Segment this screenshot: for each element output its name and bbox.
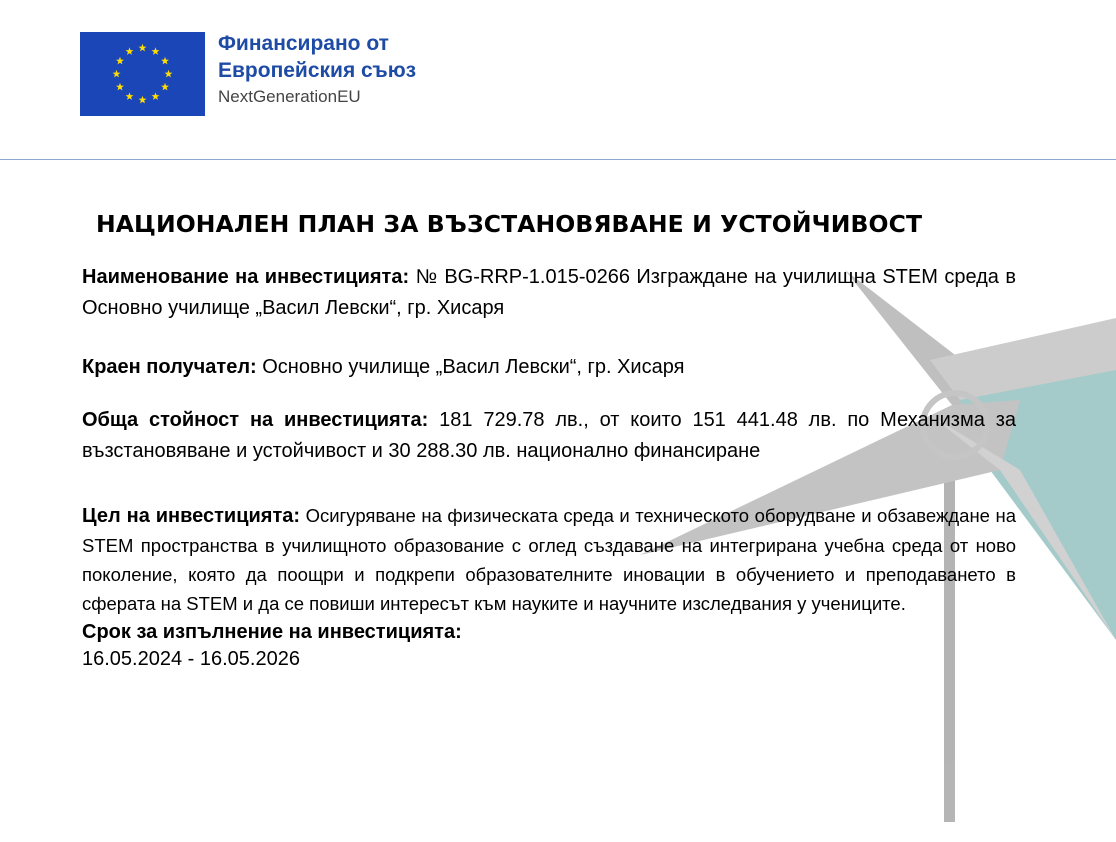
investment-goal	[82, 501, 1016, 618]
recipient-label: Краен получател:	[82, 356, 257, 378]
investment-name-label: Наименование на инвестицията:	[82, 266, 410, 288]
program-name: NextGenerationEU	[218, 87, 361, 106]
final-recipient	[82, 352, 1016, 383]
funding-line-2: Европейския съюз	[218, 59, 417, 82]
page-title: НАЦИОНАЛЕН ПЛАН ЗА ВЪЗСТАНОВЯВАНЕ И УСТОЙЧИВОСТ	[96, 210, 923, 238]
goal-label: Цел на инвестицията:	[82, 505, 301, 527]
eu-flag-icon	[80, 32, 205, 116]
period-value: 16.05.2024 - 16.05.2026	[82, 648, 300, 670]
period-label: Срок за изпълнение на инвестицията:	[82, 621, 462, 643]
investment-name	[82, 262, 1016, 324]
investment-name-value: № BG-RRP-1.015-0266 Изграждане на училищна STEM среда в Основно училище „Васил Левски“, гр. Хисаря	[82, 266, 1016, 319]
document-body	[82, 210, 1016, 672]
total-value	[82, 405, 1016, 467]
eu-funding-logo	[80, 20, 495, 122]
total-value-value: 181 729.78 лв., от които 151 441.48 лв. по Механизма за възстановяване и устойчивост и 30 288.30 лв. национално финансиране	[82, 409, 1016, 462]
funding-text	[218, 30, 416, 108]
total-value-label: Обща стойност на инвестицията:	[82, 409, 429, 431]
header-divider	[0, 159, 1116, 160]
goal-value: Осигуряване на физическата среда и техническото оборудване и обзавеждане на STEM пространства в училищното образование с оглед създаване на интегрирана учебна среда от ново поколение, която да поощри и подкрепи образователните иновации в обучението и преподаването в сферата на STEM и да се повиши интересът към науките и научните изследвания у учениците.	[82, 505, 1016, 614]
recipient-value: Основно училище „Васил Левски“, гр. Хисаря	[262, 356, 685, 378]
funding-line-1: Финансирано от	[218, 32, 389, 55]
